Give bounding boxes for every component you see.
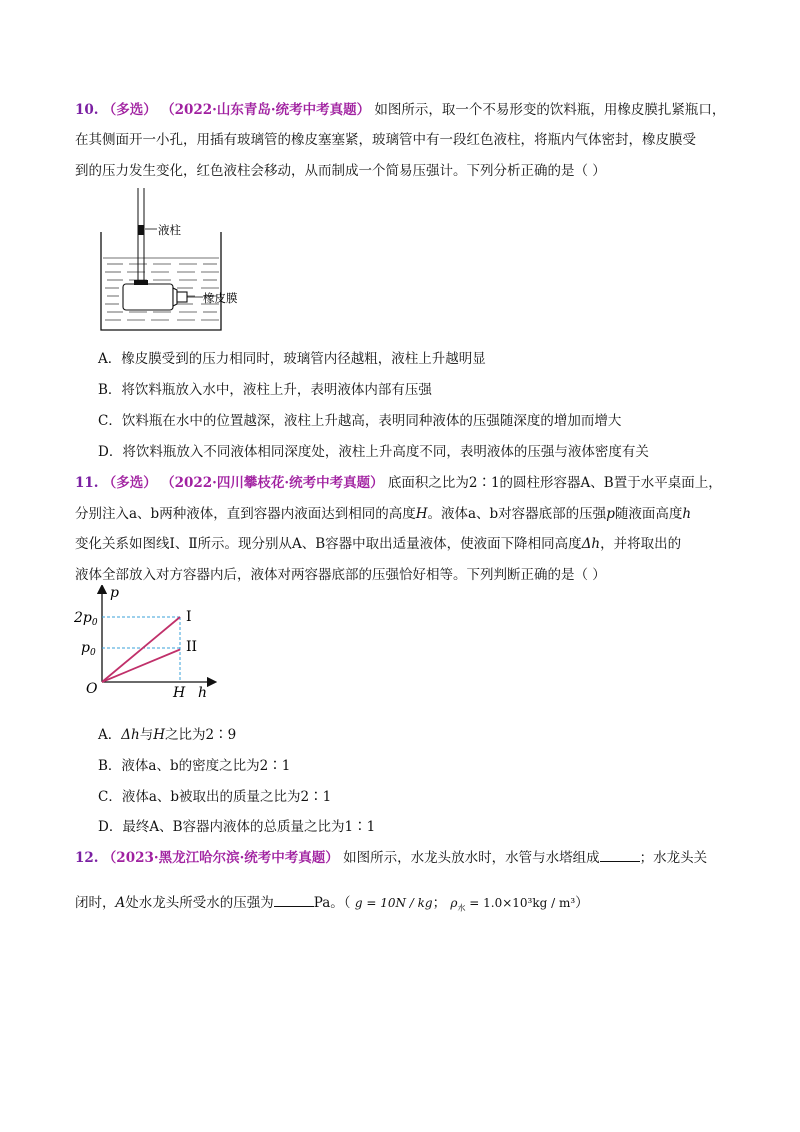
q12-var-A: A xyxy=(115,895,126,911)
q11-var-H: H xyxy=(415,506,428,522)
q11-text-3b: ，并将取出的 xyxy=(600,536,682,552)
q11-optA-H: H xyxy=(153,727,165,743)
q11-var-h: h xyxy=(682,506,692,522)
q11-text-3a: 变化关系如图线Ⅰ、Ⅱ所示。现分别从A、B容器中取出适量液体，使液面下降相同高度 xyxy=(75,536,582,552)
q12-source: （2023·黑龙江哈尔滨·统考中考真题） xyxy=(102,850,339,866)
label-liquid: 液柱 xyxy=(158,223,181,237)
q12-text-2a: 闭时， xyxy=(75,895,116,911)
q12-blank-2[interactable] xyxy=(274,894,314,907)
q11-number: 11. xyxy=(75,475,99,491)
q10-option-d: D．将饮料瓶放入不同液体相同深度处，液柱上升高度不同，表明液体的压强与液体密度有关 xyxy=(98,444,649,460)
q11-line2 xyxy=(75,502,691,522)
q12-blank-1[interactable] xyxy=(600,849,640,862)
q11-line3 xyxy=(75,532,681,552)
q11-optA-dh: Δh xyxy=(121,727,140,743)
q11-option-c: C．液体a、b被取出的质量之比为2∶1 xyxy=(98,789,332,805)
q10-option-c: C．饮料瓶在水中的位置越深，液柱上升越高，表明同种液体的压强随深度的增加而增大 xyxy=(98,413,622,429)
q11-var-dh: Δh xyxy=(581,536,601,552)
q11-line1 xyxy=(75,471,722,491)
q12-rho-formula: $\rho_水 = 1.0\times 10^3kg / m^3$ xyxy=(450,896,576,913)
origin-label: O xyxy=(86,681,98,697)
tick-H: H xyxy=(173,685,186,700)
q12-close: ） xyxy=(575,895,589,911)
q10-type: （多选） xyxy=(102,102,157,118)
q12-sep: ； xyxy=(432,895,447,911)
q12-text-1: 如图所示，水龙头放水时，水管与水塔组成 xyxy=(343,850,600,866)
q11-optA-prefix: A． xyxy=(98,727,122,743)
q10-source: （2022·山东青岛·统考中考真题） xyxy=(161,102,371,118)
q12-text-1-end: ；水龙头关 xyxy=(639,850,708,866)
q11-graph xyxy=(72,585,222,700)
y-axis-label: p xyxy=(110,585,119,601)
line-II-label: II xyxy=(186,639,198,655)
tick-2p0: $2p_0$ xyxy=(74,610,98,628)
q11-text-2a: 分别注入a、b两种液体，直到容器内液面达到相同的高度 xyxy=(75,506,416,522)
graph-line-II xyxy=(102,650,180,683)
q10-figure xyxy=(95,188,275,333)
graph-line-I xyxy=(102,617,180,682)
q11-text-2c: 随液面高度 xyxy=(614,506,683,522)
q10-text-3: 到的压力发生变化，红色液柱会移动，从而制成一个简易压强计。下列分析正确的是（ ） xyxy=(75,163,606,179)
q11-option-d: D．最终A、B容器内液体的总质量之比为1∶1 xyxy=(98,819,376,835)
q12-line1 xyxy=(75,846,707,866)
q11-var-p: p xyxy=(606,506,615,522)
q10-number: 10. xyxy=(75,102,99,118)
q11-optA-mid: 与 xyxy=(139,727,154,743)
q12-line2 xyxy=(75,891,589,913)
tick-p0: $p_0$ xyxy=(81,640,96,658)
q10-option-b: B．将饮料瓶放入水中，液柱上升，表明液体内部有压强 xyxy=(98,382,432,398)
q10-text-1: 如图所示，取一个不易形变的饮料瓶，用橡皮膜扎紧瓶口， xyxy=(374,102,726,118)
q11-text-1: 底面积之比为2∶1的圆柱形容器A、B置于水平桌面上， xyxy=(387,475,722,491)
q12-number: 12. xyxy=(75,850,99,866)
q11-text-2b: 。液体a、b对容器底部的压强 xyxy=(427,506,607,522)
q12-unit: Pa。（ xyxy=(313,895,351,911)
q11-option-b: B．液体a、b的密度之比为2∶1 xyxy=(98,758,291,774)
q10-text-2: 在其侧面开一小孔，用插有玻璃管的橡皮塞塞紧，玻璃管中有一段红色液柱，将瓶内气体密封，橡皮膜受 xyxy=(75,132,696,148)
label-membrane: 橡皮膜 xyxy=(203,291,238,305)
q10-option-a: A．橡皮膜受到的压力相同时，玻璃管内径越粗，液柱上升越明显 xyxy=(98,351,486,367)
line-I-label: I xyxy=(186,609,192,625)
q11-source: （2022·四川攀枝花·统考中考真题） xyxy=(161,475,384,491)
q11-option-a xyxy=(98,723,236,743)
x-axis-label: h xyxy=(198,685,208,700)
q12-g-formula: g = 10N / kg xyxy=(354,896,433,910)
liquid-column xyxy=(138,225,144,235)
q11-text-4: 液体全部放入对方容器内后，液体对两容器底部的压强恰好相等。下列判断正确的是（ ） xyxy=(75,567,606,583)
q10-line1 xyxy=(75,98,725,118)
q11-type: （多选） xyxy=(102,475,157,491)
q12-text-2b: 处水龙头所受水的压强为 xyxy=(125,895,274,911)
q11-optA-rest: 之比为2∶9 xyxy=(164,727,237,743)
